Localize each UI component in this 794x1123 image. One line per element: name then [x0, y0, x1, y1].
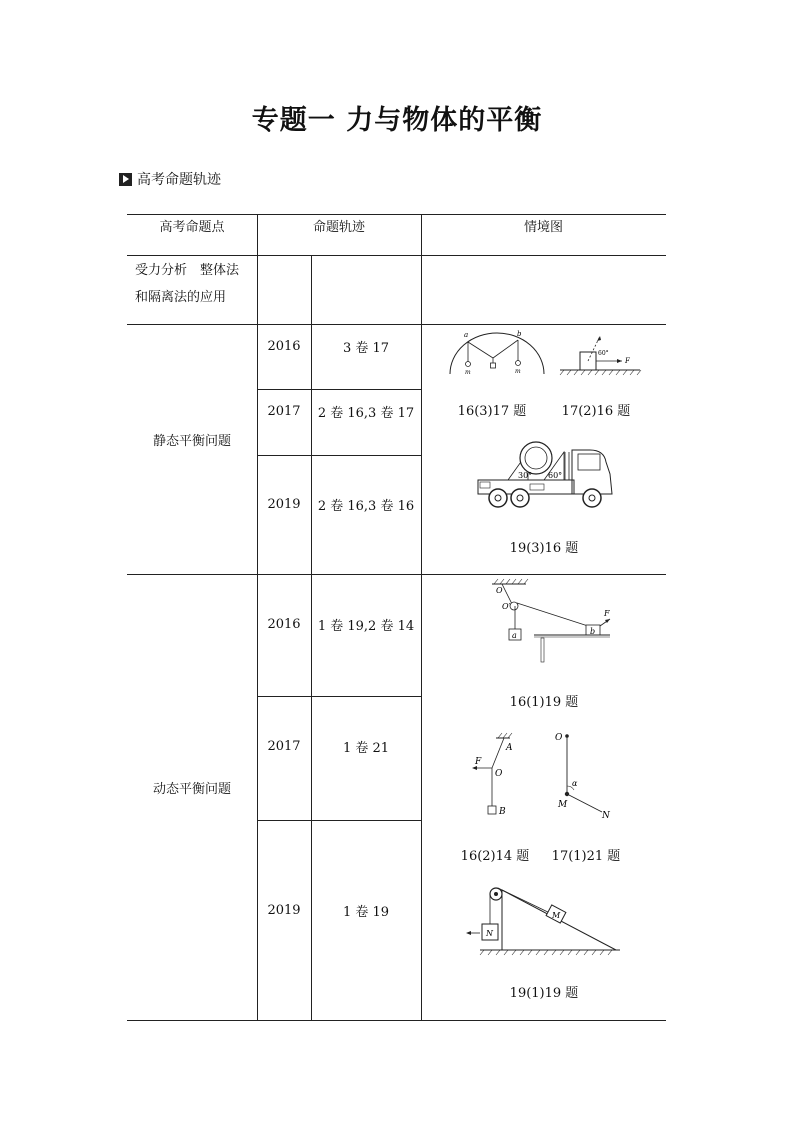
page-title: 专题一 力与物体的平衡 — [251, 105, 543, 136]
svg-text:a: a — [464, 331, 469, 339]
row3-year-2: 2017 — [267, 738, 301, 754]
header-track: 命题轨迹 — [312, 219, 365, 235]
caption-19-3-16: 19(3)16 题 — [509, 541, 579, 556]
section-title: 高考命题轨迹 — [137, 172, 221, 188]
row2-year-3: 2019 — [267, 496, 301, 512]
row3-detail-3: 1 卷 19 — [342, 904, 390, 920]
svg-text:M: M — [558, 800, 568, 810]
caption-16-2-14: 16(2)14 题 — [460, 849, 530, 864]
svg-text:N: N — [602, 811, 610, 821]
svg-text:30°: 30° — [518, 471, 533, 480]
svg-text:F: F — [604, 609, 610, 618]
figure-omn-angle — [552, 728, 622, 823]
svg-text:m: m — [465, 369, 471, 376]
svg-text:B: B — [499, 807, 506, 817]
figure-pulley-ab — [486, 576, 616, 666]
row3-year-1: 2016 — [267, 616, 301, 632]
row2-detail-2: 2 卷 16,3 卷 17 — [317, 405, 415, 421]
row2-year-2: 2017 — [267, 403, 301, 419]
svg-text:M: M — [552, 911, 561, 920]
row2-point: 静态平衡问题 — [152, 433, 231, 449]
section-heading — [119, 169, 221, 189]
svg-text:60°: 60° — [598, 350, 609, 357]
figure-block-angle — [556, 328, 644, 380]
header-figure: 情境图 — [523, 219, 563, 235]
figure-incline-pulley — [466, 878, 624, 958]
svg-text:m: m — [515, 368, 521, 375]
svg-text:A: A — [506, 743, 513, 753]
svg-text:F: F — [475, 757, 482, 767]
svg-text:b: b — [517, 330, 522, 338]
figure-arc-weights — [444, 328, 548, 380]
row3-year-3: 2019 — [267, 902, 301, 918]
row2-detail-3: 2 卷 16,3 卷 16 — [317, 498, 415, 514]
figure-rope-force — [468, 730, 528, 820]
svg-text:O′: O′ — [502, 602, 511, 611]
svg-text:α: α — [572, 779, 578, 788]
caption-16-3-17: 16(3)17 题 — [457, 404, 527, 419]
svg-text:O: O — [555, 733, 563, 743]
svg-text:F: F — [625, 357, 630, 365]
caption-19-1-19: 19(1)19 题 — [509, 986, 579, 1001]
caption-17-2-16: 17(2)16 题 — [561, 404, 631, 419]
row3-detail-2: 1 卷 21 — [342, 740, 390, 756]
row3-detail-1: 1 卷 19,2 卷 14 — [317, 618, 415, 634]
header-point: 高考命题点 — [159, 219, 225, 235]
row2-year-1: 2016 — [267, 339, 301, 354]
caption-16-1-19: 16(1)19 题 — [509, 695, 579, 710]
svg-text:a: a — [512, 631, 517, 640]
caption-17-1-21: 17(1)21 题 — [551, 849, 621, 864]
svg-text:O: O — [495, 769, 503, 779]
svg-text:b: b — [590, 627, 596, 636]
figure-truck — [472, 432, 617, 514]
row1-point: 受力分析 整体法 和隔离法的应用 — [135, 263, 240, 305]
play-triangle-icon — [119, 173, 132, 186]
row2-detail-1: 3 卷 17 — [342, 341, 390, 356]
svg-text:N: N — [486, 929, 493, 938]
svg-text:O: O — [496, 586, 503, 595]
row3-point: 动态平衡问题 — [152, 781, 231, 797]
svg-text:60°: 60° — [548, 471, 563, 480]
